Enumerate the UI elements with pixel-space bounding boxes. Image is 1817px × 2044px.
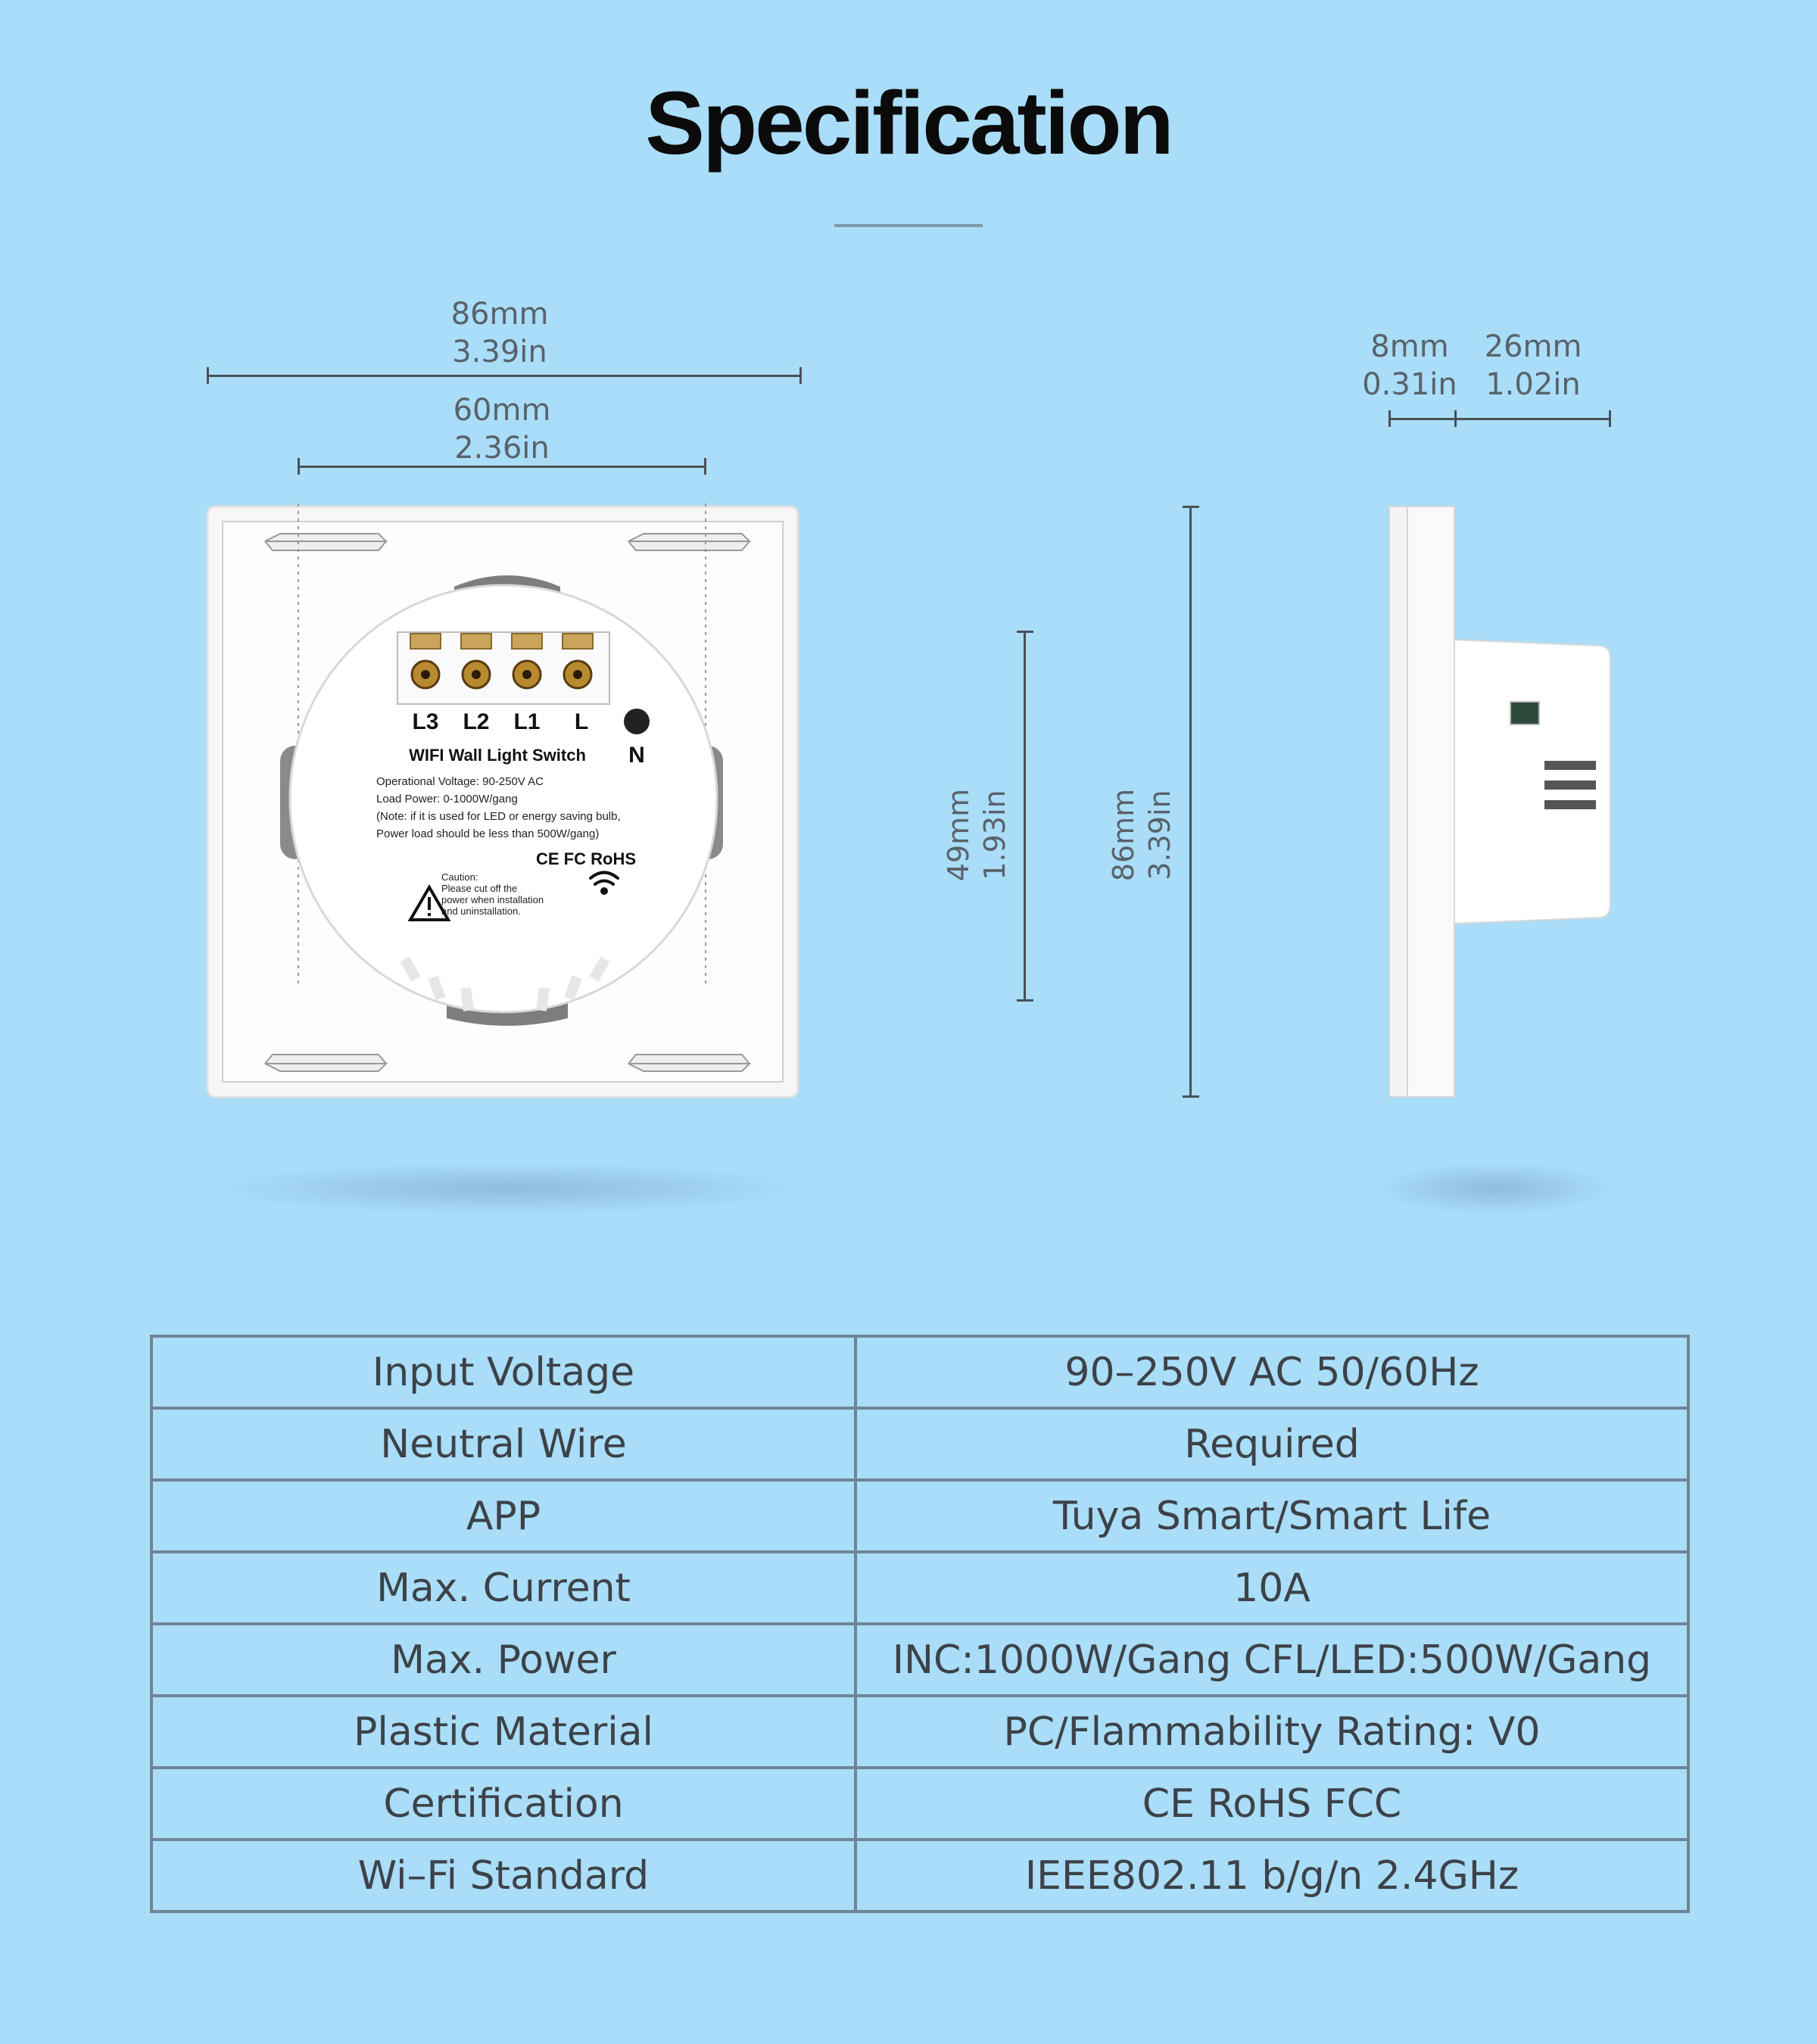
table-row (151, 1408, 1688, 1480)
spec-value: IEEE802.11 b/g/n 2.4GHz (856, 1840, 1688, 1912)
outer-height-mm: 86mm (1107, 788, 1140, 882)
spec-label: Input Voltage (151, 1336, 856, 1408)
spec-label: APP (151, 1480, 856, 1552)
outer-width-line (207, 375, 801, 377)
spec-label: Plastic Material (151, 1696, 856, 1768)
inner-height-label (940, 759, 1013, 911)
spec-value: CE RoHS FCC (856, 1768, 1688, 1840)
outer-width-tick-left (207, 367, 209, 384)
title-divider (834, 224, 983, 227)
product-name-label: WIFI Wall Light Switch (409, 746, 586, 765)
note-line-2: Power load should be less than 500W/gang) (376, 827, 600, 840)
table-row (151, 1480, 1688, 1552)
table-row (151, 1768, 1688, 1840)
spec-value: Tuya Smart/Smart Life (856, 1480, 1688, 1552)
spec-label: Certification (151, 1768, 856, 1840)
caution-line-4: and uninstallation. (441, 905, 521, 917)
spec-table (150, 1335, 1690, 1913)
front-depth-in: 0.31in (1362, 367, 1457, 402)
table-row (151, 1624, 1688, 1696)
outer-width-tick-right (799, 367, 802, 384)
table-row (151, 1336, 1688, 1408)
back-depth-label (1457, 328, 1609, 404)
side-depth-tick-right (1609, 410, 1611, 427)
terminal-label-l2: L2 (463, 709, 490, 734)
outer-width-mm: 86mm (450, 297, 549, 332)
load-line: Load Power: 0-1000W/gang (376, 793, 518, 805)
inner-width-label (426, 391, 578, 467)
terminal-label-l1: L1 (513, 709, 541, 734)
side-depth-line (1389, 418, 1610, 420)
side-view-shadow (1374, 1162, 1616, 1215)
outer-height-tick-top (1183, 506, 1199, 508)
table-row (151, 1696, 1688, 1768)
caution-line-3: power when installation (441, 894, 544, 905)
table-row (151, 1552, 1688, 1624)
front-depth-mm: 8mm (1370, 329, 1449, 364)
inner-height-tick-bottom (1017, 999, 1033, 1002)
inner-height-in: 1.93in (978, 790, 1011, 880)
switch-back-view (204, 503, 810, 1101)
spec-value: 10A (856, 1552, 1688, 1624)
terminal-label-n: N (628, 743, 645, 768)
inner-height-mm: 49mm (942, 788, 975, 882)
inner-height-tick-top (1017, 631, 1033, 633)
back-depth-in: 1.02in (1485, 367, 1581, 402)
spec-value: INC:1000W/Gang CFL/LED:500W/Gang (856, 1624, 1688, 1696)
cert-marks: CE FC RoHS (536, 849, 636, 868)
outer-width-label (424, 295, 575, 371)
inner-width-tick-left (298, 458, 300, 475)
spec-value: 90–250V AC 50/60Hz (856, 1336, 1688, 1408)
spec-label: Wi–Fi Standard (151, 1840, 856, 1912)
caution-line-2: Please cut off the (441, 883, 518, 894)
caution-line-1: Caution: (441, 871, 478, 883)
note-line-1: (Note: if it is used for LED or energy saving bulb, (376, 810, 621, 823)
side-depth-tick-mid (1454, 410, 1457, 427)
switch-side-view (1382, 503, 1624, 1101)
spec-value: PC/Flammability Rating: V0 (856, 1696, 1688, 1768)
spec-value: Required (856, 1408, 1688, 1480)
outer-height-line (1189, 507, 1192, 1098)
outer-height-tick-bottom (1183, 1095, 1199, 1098)
spec-label: Max. Current (151, 1552, 856, 1624)
outer-height-label (1105, 759, 1178, 911)
table-row (151, 1840, 1688, 1912)
terminal-label-l3: L3 (412, 709, 439, 734)
inner-height-line (1024, 632, 1026, 1002)
inner-width-tick-right (704, 458, 706, 475)
side-depth-tick-left (1388, 410, 1391, 427)
voltage-line: Operational Voltage: 90-250V AC (376, 775, 544, 788)
outer-height-in: 3.39in (1143, 790, 1177, 880)
spec-label: Neutral Wire (151, 1408, 856, 1480)
back-depth-mm: 26mm (1484, 329, 1582, 364)
outer-width-in: 3.39in (452, 335, 547, 369)
inner-width-line (298, 466, 706, 468)
front-view-shadow (204, 1162, 810, 1215)
spec-label: Max. Power (151, 1624, 856, 1696)
page-title: Specification (645, 73, 1172, 173)
terminal-label-l: L (574, 709, 589, 734)
inner-width-in: 2.36in (454, 431, 550, 466)
inner-width-mm: 60mm (453, 393, 551, 428)
